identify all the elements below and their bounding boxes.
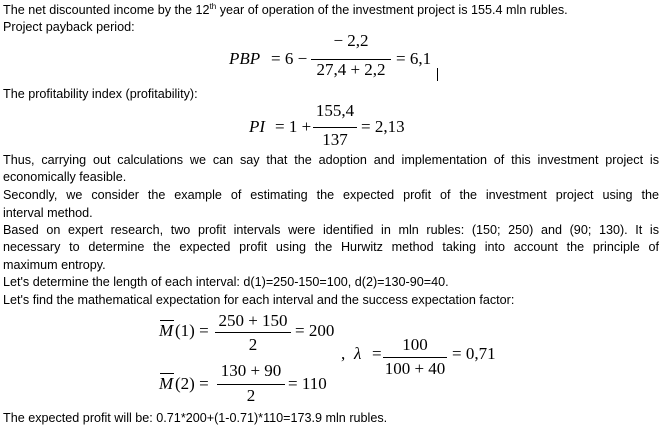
text-line-1	[3, 2, 568, 19]
text-line-4: Thus, carrying out calculations we can say that the adoption and implementation of this investment project is	[3, 153, 659, 167]
m1-denominator: 2	[248, 335, 258, 354]
text-cursor	[437, 68, 438, 81]
m2-denominator: 2	[246, 386, 256, 405]
text-line-12: Let's find the mathematical expectation for each interval and the success expectation factor:	[3, 293, 515, 307]
lambda-separator: ,	[341, 344, 346, 363]
pi-lhs: PI	[249, 117, 266, 136]
text-line-6: Secondly, we consider the example of estimating the expected profit of the investment project using the	[3, 188, 659, 202]
m2-fraction-bar	[217, 384, 285, 385]
text-line-11: Let's determine the length of each interval: d(1)=250-150=100, d(2)=130-90=40.	[3, 275, 449, 289]
m1-fraction-bar	[215, 332, 291, 333]
text-line-7: interval method.	[3, 206, 93, 220]
text-line-9: necessary to determine the expected profit using the Hurwitz method taking into account the principle of	[3, 240, 659, 254]
text-l1-pre: The net discounted income by the 12	[3, 3, 210, 17]
pbp-denominator: 27,4 + 2,2	[316, 60, 386, 79]
text-line-8: Based on expert research, two profit intervals were identified in mln rubles: (150; 250) and (90; 130). It is	[3, 223, 659, 237]
lambda-fraction-bar	[383, 357, 447, 358]
pi-fraction-bar	[313, 127, 357, 128]
lambda-result: = 0,71	[452, 344, 496, 363]
text-line-13: The expected profit will be: 0.71*200+(1-0.71)*110=173.9 mln rubles.	[3, 411, 388, 425]
pbp-result: = 6,1	[396, 49, 432, 68]
m2-symbol: M	[159, 374, 174, 393]
pbp-lhs: PBP	[229, 49, 261, 68]
text-line-3: The profitability index (profitability):	[3, 87, 198, 101]
text-l1-sup: th	[209, 2, 217, 11]
m1-result: = 200	[295, 321, 335, 340]
pbp-numerator: − 2,2	[333, 31, 369, 50]
text-line-5: economically feasible.	[3, 170, 127, 184]
pi-result: = 2,13	[361, 117, 405, 136]
m2-numerator: 130 + 90	[220, 361, 282, 380]
m1-symbol: M	[159, 321, 174, 340]
pbp-eq-minus: = 6 −	[271, 49, 308, 68]
text-line-2: Project payback period:	[3, 20, 135, 34]
m2-result: = 110	[288, 374, 327, 393]
text-l1-post: year of operation of the investment project is 155.4 mln rubles.	[216, 3, 568, 17]
text-line-10: maximum entropy.	[3, 258, 106, 272]
m1-arg: (1) =	[175, 321, 209, 340]
pi-numerator: 155,4	[315, 101, 355, 120]
pi-denominator: 137	[322, 130, 348, 149]
lambda-symbol: λ	[354, 344, 362, 363]
pi-eq-plus: = 1 +	[275, 117, 312, 136]
m2-arg: (2) =	[175, 374, 209, 393]
m1-numerator: 250 + 150	[218, 311, 288, 330]
lambda-eq: =	[372, 344, 382, 363]
lambda-denominator: 100 + 40	[384, 359, 446, 378]
lambda-numerator: 100	[402, 335, 428, 354]
